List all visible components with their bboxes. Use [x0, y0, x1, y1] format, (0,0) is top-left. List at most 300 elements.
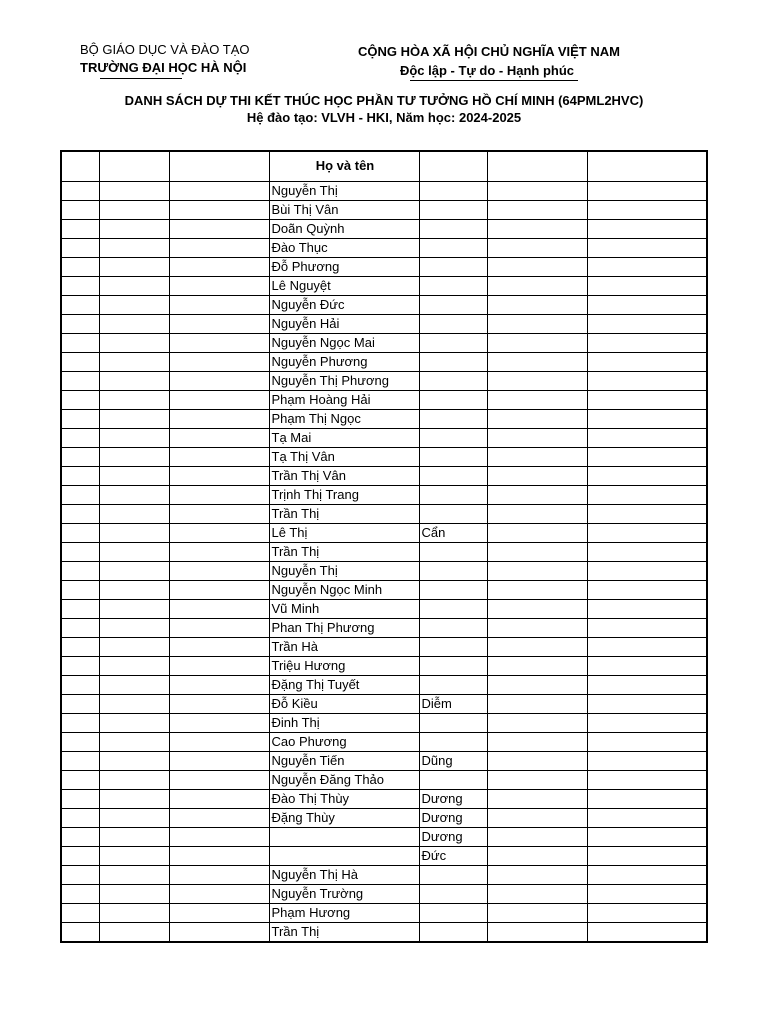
first-name-cell: [419, 447, 487, 466]
empty-cell: [587, 903, 707, 922]
table-row: [61, 580, 707, 599]
empty-cell: [487, 409, 587, 428]
empty-cell: [61, 257, 99, 276]
empty-cell: [487, 751, 587, 770]
empty-cell: [169, 428, 269, 447]
empty-cell: [169, 637, 269, 656]
empty-cell: [169, 352, 269, 371]
table-row: [61, 675, 707, 694]
empty-cell: [61, 238, 99, 257]
empty-cell: [99, 884, 169, 903]
empty-cell: [487, 808, 587, 827]
first-name-cell: [419, 542, 487, 561]
empty-cell: [99, 751, 169, 770]
empty-cell: [61, 542, 99, 561]
empty-cell: [587, 922, 707, 942]
empty-cell: [487, 523, 587, 542]
table-row: [61, 238, 707, 257]
column-header: [487, 151, 587, 181]
empty-cell: [487, 637, 587, 656]
empty-cell: [587, 371, 707, 390]
table-row: [61, 922, 707, 942]
last-name-cell: Lê Nguyệt: [269, 276, 419, 295]
empty-cell: [99, 827, 169, 846]
empty-cell: [61, 371, 99, 390]
empty-cell: [169, 276, 269, 295]
column-header: [419, 151, 487, 181]
last-name-cell: Nguyễn Thị Hà: [269, 865, 419, 884]
table-row: [61, 428, 707, 447]
last-name-cell: Trần Thị: [269, 542, 419, 561]
last-name-cell: Đặng Thị Tuyết: [269, 675, 419, 694]
empty-cell: [169, 865, 269, 884]
table-row: [61, 200, 707, 219]
empty-cell: [169, 219, 269, 238]
empty-cell: [587, 580, 707, 599]
last-name-cell: Trần Thị Vân: [269, 466, 419, 485]
empty-cell: [487, 789, 587, 808]
last-name-cell: Tạ Mai: [269, 428, 419, 447]
empty-cell: [169, 181, 269, 200]
empty-cell: [487, 884, 587, 903]
empty-cell: [487, 295, 587, 314]
first-name-cell: [419, 219, 487, 238]
first-name-cell: [419, 656, 487, 675]
empty-cell: [99, 599, 169, 618]
last-name-cell: Nguyễn Đức: [269, 295, 419, 314]
empty-cell: [587, 789, 707, 808]
last-name-cell: Đào Thị Thùy: [269, 789, 419, 808]
empty-cell: [487, 276, 587, 295]
empty-cell: [61, 390, 99, 409]
empty-cell: [169, 409, 269, 428]
empty-cell: [61, 884, 99, 903]
empty-cell: [487, 827, 587, 846]
empty-cell: [169, 390, 269, 409]
first-name-cell: [419, 504, 487, 523]
empty-cell: [487, 656, 587, 675]
empty-cell: [99, 485, 169, 504]
first-name-cell: [419, 428, 487, 447]
empty-cell: [487, 542, 587, 561]
table-row: [61, 751, 707, 770]
empty-cell: [487, 352, 587, 371]
empty-cell: [99, 903, 169, 922]
table-row: [61, 409, 707, 428]
empty-cell: [169, 675, 269, 694]
empty-cell: [99, 808, 169, 827]
empty-cell: [99, 922, 169, 942]
table-row: [61, 827, 707, 846]
first-name-cell: Diễm: [419, 694, 487, 713]
table-row: [61, 257, 707, 276]
empty-cell: [99, 542, 169, 561]
table-row: [61, 276, 707, 295]
last-name-cell: Đặng Thùy: [269, 808, 419, 827]
first-name-cell: [419, 770, 487, 789]
empty-cell: [487, 694, 587, 713]
empty-cell: [61, 656, 99, 675]
empty-cell: [587, 466, 707, 485]
last-name-cell: [269, 827, 419, 846]
last-name-cell: Trần Thị: [269, 504, 419, 523]
first-name-cell: [419, 922, 487, 942]
table-row: [61, 865, 707, 884]
empty-cell: [587, 238, 707, 257]
empty-cell: [169, 333, 269, 352]
last-name-cell: Phạm Thị Ngọc: [269, 409, 419, 428]
empty-cell: [61, 903, 99, 922]
empty-cell: [587, 333, 707, 352]
last-name-cell: Phạm Hoàng Hải: [269, 390, 419, 409]
table-row: [61, 884, 707, 903]
empty-cell: [487, 466, 587, 485]
empty-cell: [99, 428, 169, 447]
empty-cell: [169, 656, 269, 675]
empty-cell: [169, 770, 269, 789]
first-name-cell: [419, 561, 487, 580]
document-title: DANH SÁCH DỰ THI KẾT THÚC HỌC PHẦN TƯ TƯỞNG HỒ CHÍ MINH (64PML2HVC): [124, 93, 644, 108]
empty-cell: [487, 504, 587, 523]
table-row: [61, 295, 707, 314]
table-row: [61, 656, 707, 675]
last-name-cell: Phạm Hương: [269, 903, 419, 922]
name-column-header: Họ và tên: [269, 151, 419, 181]
empty-cell: [169, 808, 269, 827]
empty-cell: [169, 561, 269, 580]
national-motto: Độc lập - Tự do - Hạnh phúc: [399, 63, 575, 78]
empty-cell: [169, 884, 269, 903]
ministry-name: BỘ GIÁO DỤC VÀ ĐÀO TẠO: [80, 42, 250, 57]
empty-cell: [61, 561, 99, 580]
empty-cell: [487, 675, 587, 694]
empty-cell: [587, 504, 707, 523]
empty-cell: [169, 618, 269, 637]
empty-cell: [99, 466, 169, 485]
empty-cell: [587, 428, 707, 447]
empty-cell: [587, 295, 707, 314]
empty-cell: [487, 580, 587, 599]
empty-cell: [61, 789, 99, 808]
empty-cell: [61, 751, 99, 770]
empty-cell: [487, 713, 587, 732]
empty-cell: [99, 257, 169, 276]
empty-cell: [487, 371, 587, 390]
first-name-cell: [419, 675, 487, 694]
empty-cell: [169, 238, 269, 257]
table-row: [61, 732, 707, 751]
last-name-cell: Nguyễn Thị: [269, 561, 419, 580]
first-name-cell: [419, 181, 487, 200]
empty-cell: [169, 504, 269, 523]
empty-cell: [61, 637, 99, 656]
empty-cell: [61, 523, 99, 542]
empty-cell: [61, 352, 99, 371]
table-row: [61, 694, 707, 713]
empty-cell: [61, 713, 99, 732]
table-row: [61, 637, 707, 656]
empty-cell: [61, 694, 99, 713]
empty-cell: [487, 561, 587, 580]
empty-cell: [61, 466, 99, 485]
empty-cell: [587, 314, 707, 333]
table-row: [61, 219, 707, 238]
empty-cell: [61, 770, 99, 789]
empty-cell: [487, 922, 587, 942]
empty-cell: [61, 827, 99, 846]
empty-cell: [487, 846, 587, 865]
empty-cell: [99, 732, 169, 751]
table-row: [61, 485, 707, 504]
empty-cell: [487, 238, 587, 257]
first-name-cell: Dương: [419, 808, 487, 827]
first-name-cell: [419, 903, 487, 922]
empty-cell: [99, 713, 169, 732]
empty-cell: [61, 675, 99, 694]
first-name-cell: Cẩn: [419, 523, 487, 542]
last-name-cell: [269, 846, 419, 865]
empty-cell: [587, 599, 707, 618]
last-name-cell: Trịnh Thị Trang: [269, 485, 419, 504]
table-row: [61, 314, 707, 333]
first-name-cell: [419, 295, 487, 314]
empty-cell: [487, 428, 587, 447]
empty-cell: [99, 409, 169, 428]
first-name-cell: [419, 865, 487, 884]
last-name-cell: Bùi Thị Vân: [269, 200, 419, 219]
empty-cell: [487, 314, 587, 333]
empty-cell: [587, 713, 707, 732]
empty-cell: [99, 181, 169, 200]
empty-cell: [61, 922, 99, 942]
table-row: [61, 466, 707, 485]
empty-cell: [487, 257, 587, 276]
empty-cell: [487, 732, 587, 751]
empty-cell: [61, 200, 99, 219]
empty-cell: [99, 390, 169, 409]
empty-cell: [61, 447, 99, 466]
empty-cell: [587, 618, 707, 637]
first-name-cell: Đức: [419, 846, 487, 865]
last-name-cell: Đinh Thị: [269, 713, 419, 732]
empty-cell: [169, 466, 269, 485]
empty-cell: [169, 371, 269, 390]
empty-cell: [587, 656, 707, 675]
empty-cell: [487, 865, 587, 884]
empty-cell: [169, 789, 269, 808]
empty-cell: [487, 181, 587, 200]
empty-cell: [99, 447, 169, 466]
last-name-cell: Tạ Thị Vân: [269, 447, 419, 466]
empty-cell: [587, 181, 707, 200]
last-name-cell: Nguyễn Ngọc Minh: [269, 580, 419, 599]
column-header: [169, 151, 269, 181]
empty-cell: [99, 770, 169, 789]
table-row: [61, 352, 707, 371]
table-row: [61, 390, 707, 409]
first-name-cell: [419, 352, 487, 371]
empty-cell: [169, 542, 269, 561]
first-name-cell: [419, 238, 487, 257]
empty-cell: [99, 314, 169, 333]
empty-cell: [487, 390, 587, 409]
first-name-cell: [419, 618, 487, 637]
last-name-cell: Phan Thị Phương: [269, 618, 419, 637]
empty-cell: [169, 751, 269, 770]
last-name-cell: Nguyễn Thị Phương: [269, 371, 419, 390]
first-name-cell: [419, 732, 487, 751]
empty-cell: [99, 371, 169, 390]
empty-cell: [99, 333, 169, 352]
empty-cell: [169, 580, 269, 599]
last-name-cell: Vũ Minh: [269, 599, 419, 618]
first-name-cell: [419, 637, 487, 656]
empty-cell: [169, 694, 269, 713]
last-name-cell: Doãn Quỳnh: [269, 219, 419, 238]
empty-cell: [99, 295, 169, 314]
empty-cell: [587, 200, 707, 219]
republic-name: CỘNG HÒA XÃ HỘI CHỦ NGHĨA VIỆT NAM: [358, 44, 620, 59]
table-row: [61, 713, 707, 732]
empty-cell: [587, 352, 707, 371]
table-row: [61, 561, 707, 580]
empty-cell: [169, 314, 269, 333]
empty-cell: [99, 865, 169, 884]
last-name-cell: Cao Phương: [269, 732, 419, 751]
empty-cell: [99, 694, 169, 713]
empty-cell: [99, 561, 169, 580]
empty-cell: [61, 846, 99, 865]
table-row: [61, 599, 707, 618]
empty-cell: [169, 257, 269, 276]
empty-cell: [99, 238, 169, 257]
empty-cell: [487, 903, 587, 922]
empty-cell: [99, 656, 169, 675]
column-header: [61, 151, 99, 181]
first-name-cell: [419, 333, 487, 352]
empty-cell: [61, 580, 99, 599]
empty-cell: [587, 884, 707, 903]
empty-cell: [61, 485, 99, 504]
table-row: [61, 371, 707, 390]
empty-cell: [99, 789, 169, 808]
column-header: [587, 151, 707, 181]
empty-cell: [169, 903, 269, 922]
empty-cell: [587, 485, 707, 504]
last-name-cell: Nguyễn Tiến: [269, 751, 419, 770]
table-row: [61, 789, 707, 808]
first-name-cell: [419, 276, 487, 295]
table-row: [61, 770, 707, 789]
school-underline: [100, 78, 182, 79]
empty-cell: [61, 333, 99, 352]
first-name-cell: [419, 409, 487, 428]
school-name: TRƯỜNG ĐẠI HỌC HÀ NỘI: [80, 60, 247, 75]
last-name-cell: Đào Thục: [269, 238, 419, 257]
table-row: [61, 903, 707, 922]
empty-cell: [587, 846, 707, 865]
empty-cell: [99, 580, 169, 599]
empty-cell: [61, 295, 99, 314]
first-name-cell: [419, 884, 487, 903]
empty-cell: [169, 713, 269, 732]
empty-cell: [487, 447, 587, 466]
document-subtitle: Hệ đào tạo: VLVH - HKI, Năm học: 2024-2025: [246, 110, 522, 125]
table-row: [61, 542, 707, 561]
table-header-row: [61, 151, 707, 181]
empty-cell: [99, 523, 169, 542]
empty-cell: [587, 751, 707, 770]
last-name-cell: Nguyễn Thị: [269, 181, 419, 200]
last-name-cell: Nguyễn Trường: [269, 884, 419, 903]
empty-cell: [587, 542, 707, 561]
empty-cell: [587, 523, 707, 542]
first-name-cell: [419, 390, 487, 409]
first-name-cell: Dương: [419, 789, 487, 808]
empty-cell: [169, 447, 269, 466]
empty-cell: [487, 770, 587, 789]
first-name-cell: [419, 257, 487, 276]
empty-cell: [587, 694, 707, 713]
empty-cell: [587, 675, 707, 694]
empty-cell: [61, 618, 99, 637]
table-row: [61, 523, 707, 542]
empty-cell: [587, 865, 707, 884]
last-name-cell: Trần Thị: [269, 922, 419, 942]
empty-cell: [487, 599, 587, 618]
first-name-cell: [419, 314, 487, 333]
empty-cell: [169, 523, 269, 542]
last-name-cell: Nguyễn Phương: [269, 352, 419, 371]
table-row: [61, 181, 707, 200]
last-name-cell: Nguyễn Ngọc Mai: [269, 333, 419, 352]
empty-cell: [169, 827, 269, 846]
first-name-cell: Dũng: [419, 751, 487, 770]
last-name-cell: Nguyễn Đăng Thảo: [269, 770, 419, 789]
first-name-cell: [419, 713, 487, 732]
table-row: [61, 618, 707, 637]
empty-cell: [61, 808, 99, 827]
last-name-cell: Đỗ Kiều: [269, 694, 419, 713]
empty-cell: [99, 200, 169, 219]
empty-cell: [587, 219, 707, 238]
last-name-cell: Nguyễn Hải: [269, 314, 419, 333]
empty-cell: [61, 314, 99, 333]
empty-cell: [487, 333, 587, 352]
empty-cell: [487, 618, 587, 637]
empty-cell: [99, 276, 169, 295]
first-name-cell: [419, 580, 487, 599]
last-name-cell: Trần Hà: [269, 637, 419, 656]
table-row: [61, 333, 707, 352]
empty-cell: [487, 219, 587, 238]
empty-cell: [61, 428, 99, 447]
empty-cell: [61, 219, 99, 238]
empty-cell: [587, 827, 707, 846]
table-row: [61, 808, 707, 827]
empty-cell: [61, 409, 99, 428]
column-header: [99, 151, 169, 181]
empty-cell: [99, 504, 169, 523]
empty-cell: [587, 637, 707, 656]
empty-cell: [587, 257, 707, 276]
empty-cell: [587, 732, 707, 751]
empty-cell: [61, 732, 99, 751]
first-name-cell: [419, 599, 487, 618]
empty-cell: [169, 485, 269, 504]
empty-cell: [99, 618, 169, 637]
empty-cell: [99, 637, 169, 656]
